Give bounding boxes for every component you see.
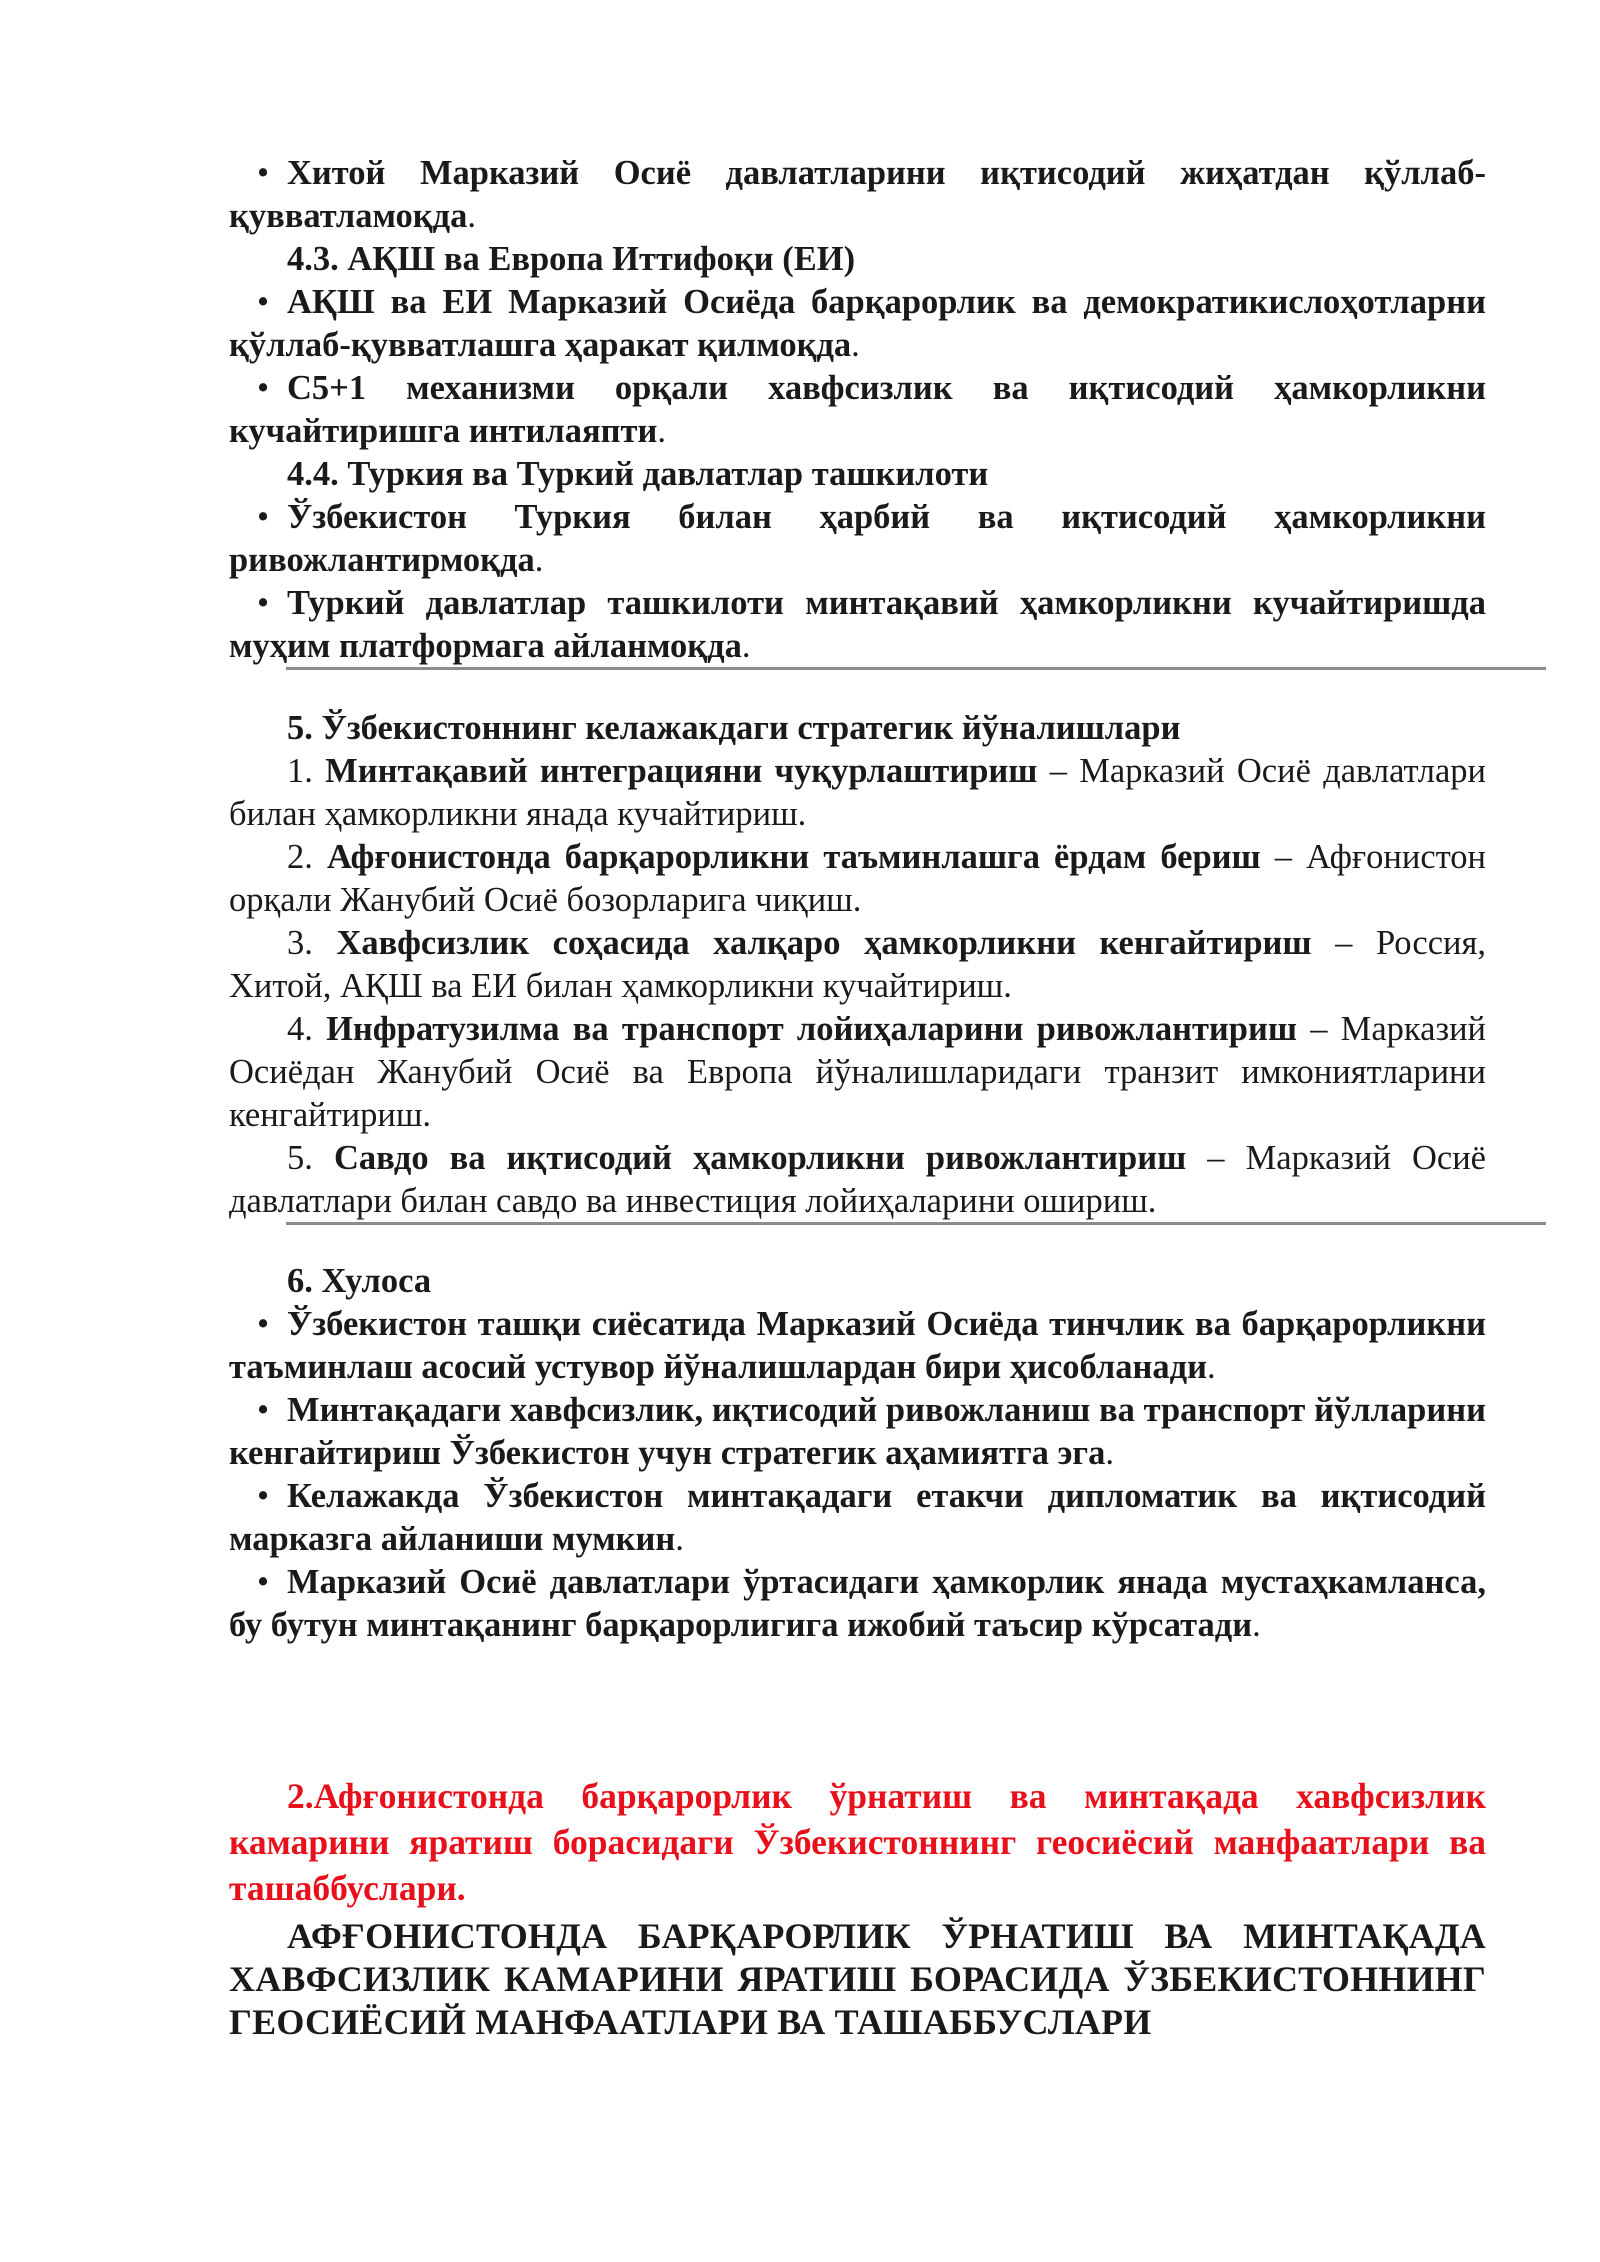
bullet-item: • C5+1 механизми орқали хавфсизлик ва иқтисодий ҳамкорликни кучайтиришга интилаяпти. [229,369,1486,450]
item-number: 5. [287,1139,313,1177]
numbered-item [229,750,1486,836]
item-bold-text: Минтақавий интеграцияни чуқурлаштириш [325,752,1038,790]
bullet-text: Ўзбекистон Туркия билан ҳарбий ва иқтисодий ҳамкорликни ривожлантирмоқда [229,498,1486,579]
bullet-text: Минтақадаги хавфсизлик, иқтисодий ривожланиш ва транспорт йўлларини кенгайтириш Ўзбекистон учун стратегик аҳамиятга эга [229,1391,1486,1472]
bullet-text: Марказий Осиё давлатлари ўртасидаги ҳамкорлик янада мустаҳкамланса, бу бутун минтақанинг барқарорлигига ижобий таъсир кўрсатади [229,1563,1486,1644]
chapter-title-red: 2.Афғонистонда барқарорлик ўрнатиш ва минтақада хавфсизлик камарини яратиш борасидаги Ўзбекистоннинг геосиёсий манфаатлари ва ташаббуслари. [229,1776,1486,1908]
item-number: 2. [287,838,313,876]
bullet-end: . [467,197,476,235]
section-heading-6: 6. Хулоса [287,1262,432,1300]
section-4-block [229,152,1486,668]
bullet-item: • Хитой Марказий Осиё давлатларини иқтисодий жиҳатдан қўллаб-қувватламоқда. [229,154,1486,235]
bullet-item: • Марказий Осиё давлатлари ўртасидаги ҳамкорлик янада мустаҳкамланса, бу бутун минтақанинг барқарорлигига ижобий таъсир кўрсатади. [229,1563,1486,1644]
item-number: 1. [287,752,313,790]
bullet-end: . [851,326,860,364]
item-bold-text: Инфратузилма ва транспорт лойиҳаларини ривожлантириш [326,1010,1297,1048]
bullet-text: АҚШ ва ЕИ Марказий Осиёда барқарорлик ва демократикислоҳотларни қўллаб-қувватлашга ҳаракат қилмоқда [229,283,1486,364]
section-6-block [229,1260,1486,1647]
item-bold-text: Афғонистонда барқарорликни таъминлашга ёрдам бериш [326,838,1261,876]
item-text: – Россия, Хитой, АҚШ ва ЕИ билан ҳамкорликни кучайтириш. [229,924,1487,1005]
bullet-end: . [1252,1606,1261,1644]
item-text: – Афғонистон орқали Жанубий Осиё бозорларига чиқиш. [229,838,1486,919]
bullet-text: Келажакда Ўзбекистон минтақадаги етакчи дипломатик ва иқтисодий марказга айланиши мумкин [229,1477,1486,1558]
item-text: – Марказий Осиё давлатлари билан ҳамкорликни янада кучайтириш. [229,752,1486,833]
chapter-title-caps: АФҒОНИСТОНДА БАРҚАРОРЛИК ЎРНАТИШ ВА МИНТАҚАДА ХАВФСИЗЛИК КАМАРИНИ ЯРАТИШ БОРАСИДА ЎЗБЕКИСТОННИНГ ГЕОСИЁСИЙ МАНФААТЛАРИ ВА ТАШАББУСЛАРИ [229,1916,1486,2042]
numbered-item [229,836,1486,922]
bullet-end: . [657,412,666,450]
bullet-item: • АҚШ ва ЕИ Марказий Осиёда барқарорлик ва демократикислоҳотларни қўллаб-қувватлашга ҳаракат қилмоқда. [229,283,1486,364]
bullet-item: • Ўзбекистон Туркия билан ҳарбий ва иқтисодий ҳамкорликни ривожлантирмоқда. [229,498,1486,579]
bullet-item: • Келажакда Ўзбекистон минтақадаги етакчи дипломатик ва иқтисодий марказга айланиши мумкин. [229,1477,1486,1558]
bullet-end: . [741,627,751,665]
horizontal-divider [286,1222,1546,1225]
section-heading-5: 5. Ўзбекистоннинг келажакдаги стратегик йўналишлари [287,709,1181,747]
section-heading-4-3: 4.3. АҚШ ва Европа Иттифоқи (ЕИ) [287,240,856,278]
item-bold-text: Савдо ва иқтисодий ҳамкорликни ривожлантириш [333,1139,1187,1177]
item-number: 3. [287,924,313,962]
bullet-item: • Ўзбекистон ташқи сиёсатида Марказий Осиёда тинчлик ва барқарорликни таъминлаш асосий устувор йўналишлардан бири ҳисобланади. [229,1305,1486,1386]
chapter-title-block [229,1773,1486,2044]
bullet-text: Туркий давлатлар ташкилоти минтақавий ҳамкорликни кучайтиришда муҳим платформага айланмоқда [229,584,1486,665]
item-text: – Марказий Осиё давлатлари билан савдо ва инвестиция лойиҳаларини ошириш. [229,1139,1486,1220]
section-5-block [229,707,1486,1223]
bullet-end: . [1105,1434,1114,1472]
horizontal-divider [286,667,1546,670]
bullet-text: C5+1 механизми орқали хавфсизлик ва иқтисодий ҳамкорликни кучайтиришга интилаяпти [229,369,1486,450]
item-number: 4. [287,1010,313,1048]
bullet-item: • Минтақадаги хавфсизлик, иқтисодий ривожланиш ва транспорт йўлларини кенгайтириш Ўзбекистон учун стратегик аҳамиятга эга. [229,1391,1486,1472]
section-heading-4-4: 4.4. Туркия ва Туркий давлатлар ташкилоти [287,455,989,493]
bullet-text: Ўзбекистон ташқи сиёсатида Марказий Осиёда тинчлик ва барқарорликни таъминлаш асосий устувор йўналишлардан бири ҳисобланади [229,1305,1486,1386]
bullet-end: . [534,541,544,579]
bullet-item: • Туркий давлатлар ташкилоти минтақавий ҳамкорликни кучайтиришда муҳим платформага айланмоқда. [229,584,1486,665]
numbered-item [229,922,1486,1008]
bullet-text: Хитой Марказий Осиё давлатларини иқтисодий жиҳатдан қўллаб-қувватламоқда [229,154,1486,235]
item-text: – Марказий Осиёдан Жанубий Осиё ва Европа йўналишларидаги транзит имкониятларини кенгайтириш. [229,1010,1486,1134]
bullet-end: . [675,1520,684,1558]
numbered-item [229,1008,1486,1137]
item-bold-text: Хавфсизлик соҳасида халқаро ҳамкорликни кенгайтириш [336,924,1312,962]
bullet-end: . [1206,1348,1216,1386]
numbered-item [229,1137,1486,1223]
